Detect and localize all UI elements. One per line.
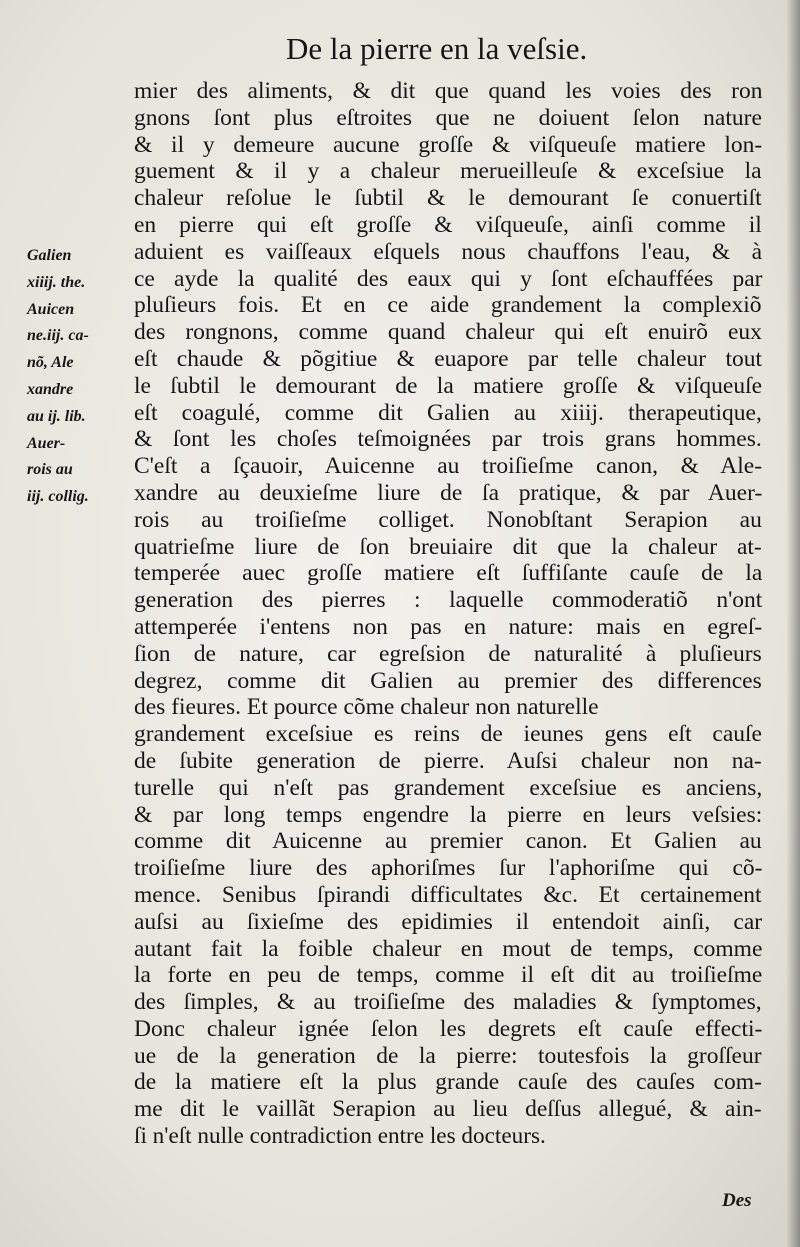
margin-note-line: Auer- bbox=[27, 434, 66, 452]
body-text bbox=[134, 78, 764, 1150]
text-line: & il y demeure aucune groſſe & viſqueuſe matiere lon- bbox=[134, 131, 763, 158]
text-line: generation des pierres : laquelle commoderatiõ n'ont bbox=[134, 587, 763, 614]
text-line: mier des aliments, & dit que quand les voies des ron bbox=[134, 78, 763, 104]
text-line: mence. Senibus ſpirandi difficultates &c. Et certainement bbox=[134, 881, 762, 908]
text-line: & par long temps engendre la pierre en leurs veſsies: bbox=[134, 801, 763, 828]
text-line: autant fait la foible chaleur en mout de temps, comme bbox=[134, 935, 763, 962]
text-line: ſi n'eſt nulle contradiction entre les docteurs. bbox=[134, 1123, 546, 1150]
text-line: xandre au deuxieſme liure de ſa pratique, & par Auer- bbox=[134, 479, 763, 506]
margin-note-line: nõ, Ale bbox=[27, 354, 74, 372]
page-edge-shadow bbox=[786, 0, 800, 1247]
text-line: ſion de nature, car egreſsion de naturalité à pluſieurs bbox=[134, 640, 762, 667]
text-line: comme dit Auicenne au premier canon. Et Galien au bbox=[134, 828, 762, 855]
text-line: chaleur reſolue le ſubtil & le demourant ſe conuertiſt bbox=[134, 185, 762, 212]
margin-note-line: xandre bbox=[27, 380, 74, 398]
text-line: eſt chaude & põgitiue & euapore par telle chaleur tout bbox=[134, 345, 763, 372]
margin-note-line: rois au bbox=[27, 461, 73, 479]
text-line: rois au troiſieſme colliget. Nonobſtant Serapion au bbox=[134, 506, 762, 533]
text-line: le ſubtil le demourant de la matiere groſſe & viſqueuſe bbox=[134, 372, 763, 399]
text-line: degrez, comme dit Galien au premier des differences bbox=[134, 667, 762, 694]
running-head: De la pierre en la veſsie. bbox=[286, 31, 588, 66]
text-line: turelle qui n'eſt pas grandement exceſsiue es anciens, bbox=[134, 774, 763, 801]
text-line: des ſimples, & au troiſieſme des maladies & ſymptomes, bbox=[134, 989, 762, 1016]
margin-note-line: Galien bbox=[27, 247, 72, 264]
text-line: Donc chaleur ignée ſelon les degrets eſt cauſe effecti- bbox=[134, 1015, 763, 1042]
text-line: pluſieurs fois. Et en ce aide grandement la complexiõ bbox=[134, 292, 762, 319]
margin-note-line: iij. collig. bbox=[27, 488, 89, 506]
margin-note-line: ne.iij. ca- bbox=[27, 327, 89, 345]
text-line: gnons ſont plus eſtroites que ne doiuent ſelon nature bbox=[134, 104, 762, 131]
text-line: de ſubite generation de pierre. Auſsi chaleur non na- bbox=[134, 747, 762, 774]
text-line: la forte en peu de temps, comme il eſt dit au troiſieſme bbox=[134, 962, 763, 989]
text-line: ce ayde la qualité des eaux qui y ſont eſchauffées par bbox=[134, 265, 763, 292]
text-line: auſsi au ſixieſme des epidimies il entendoit ainſi, car bbox=[134, 908, 763, 935]
text-line: quatrieſme liure de ſon breuiaire dit que la chaleur at- bbox=[134, 533, 762, 560]
text-line: des fieures. Et pource cõme chaleur non naturelle bbox=[134, 694, 599, 721]
text-line: eſt coagulé, comme dit Galien au xiiij. therapeutique, bbox=[134, 399, 762, 426]
text-line: grandement exceſsiue es reins de ieunes gens eſt cauſe bbox=[134, 721, 762, 748]
margin-note-line: au ij. lib. bbox=[27, 407, 86, 425]
text-line: aduient es vaiſſeaux eſquels nous chauffons l'eau, & à bbox=[134, 238, 763, 265]
text-line: & ſont les choſes teſmoignées par trois grans hommes. bbox=[134, 426, 762, 453]
text-line: attemperée i'entens non pas en nature: mais en egreſ- bbox=[134, 613, 763, 640]
margin-note-line: xiiij. the. bbox=[27, 273, 86, 291]
margin-note-line: Auicen bbox=[27, 300, 75, 318]
text-line: me dit le vaillãt Serapion au lieu deſſus allegué, & ain- bbox=[134, 1096, 762, 1123]
text-line: en pierre qui eſt groſſe & viſqueuſe, ainſi comme il bbox=[134, 211, 762, 238]
text-line: guement & il y a chaleur merueilleuſe & exceſsiue la bbox=[134, 158, 762, 185]
margin-notes bbox=[27, 243, 131, 511]
text-line: ue de la generation de la pierre: toutesfois la groſſeur bbox=[134, 1042, 762, 1069]
text-line: troiſieſme liure des aphoriſmes ſur l'aphoriſme qui cõ- bbox=[134, 855, 763, 882]
text-line: C'eſt a ſçauoir, Auicenne au troiſieſme canon, & Ale- bbox=[134, 453, 763, 480]
text-line: des rongnons, comme quand chaleur qui eſt enuirõ eux bbox=[134, 319, 762, 346]
text-line: temperée auec groſſe matiere eſt ſuffiſante cauſe de la bbox=[134, 560, 763, 587]
text-line: de la matiere eſt la plus grande cauſe des cauſes com- bbox=[134, 1069, 762, 1096]
catchword: Des bbox=[722, 1190, 752, 1211]
